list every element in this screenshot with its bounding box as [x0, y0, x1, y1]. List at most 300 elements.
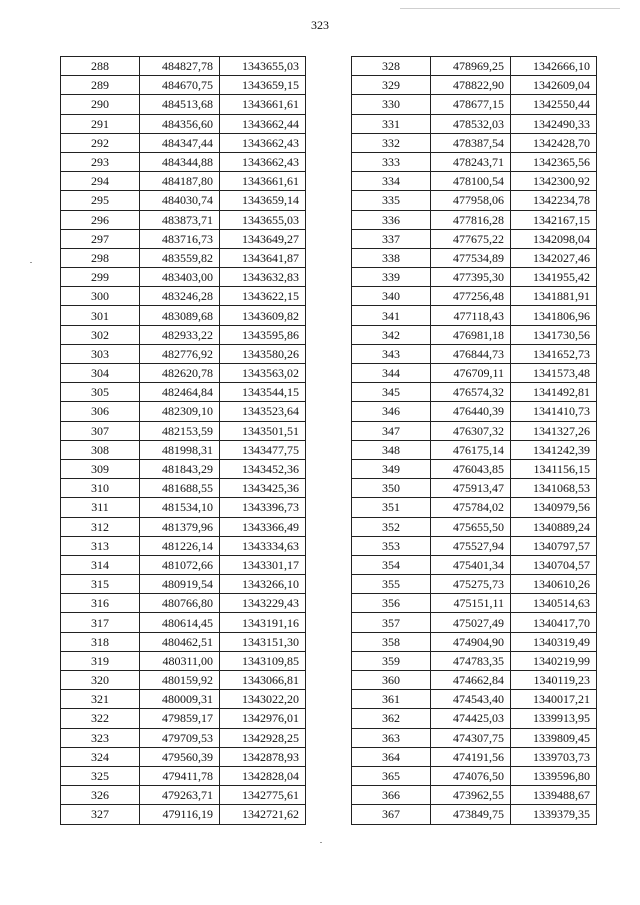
y-coordinate: 1340889,24	[511, 517, 597, 536]
y-coordinate: 1343477,75	[220, 440, 306, 459]
table-row	[61, 440, 306, 459]
x-coordinate: 479116,19	[140, 805, 220, 824]
table-row	[352, 306, 597, 325]
table-row	[352, 517, 597, 536]
x-coordinate: 482620,78	[140, 364, 220, 383]
table-row	[61, 805, 306, 824]
y-coordinate: 1343109,85	[220, 651, 306, 670]
y-coordinate: 1339809,45	[511, 728, 597, 747]
y-coordinate: 1342666,10	[511, 57, 597, 76]
table-row	[61, 152, 306, 171]
point-number: 291	[61, 114, 140, 133]
coordinates-table-right	[351, 56, 597, 825]
table-row	[352, 536, 597, 555]
x-coordinate: 483089,68	[140, 306, 220, 325]
x-coordinate: 484347,44	[140, 133, 220, 152]
x-coordinate: 481843,29	[140, 459, 220, 478]
table-row	[352, 344, 597, 363]
point-number: 367	[352, 805, 431, 824]
y-coordinate: 1343641,87	[220, 248, 306, 267]
table-row	[61, 95, 306, 114]
x-coordinate: 479859,17	[140, 709, 220, 728]
x-coordinate: 476844,73	[431, 344, 511, 363]
x-coordinate: 473962,55	[431, 786, 511, 805]
table-row	[61, 575, 306, 594]
y-coordinate: 1340797,57	[511, 536, 597, 555]
x-coordinate: 476043,85	[431, 459, 511, 478]
table-row	[352, 459, 597, 478]
y-coordinate: 1341492,81	[511, 383, 597, 402]
y-coordinate: 1342428,70	[511, 133, 597, 152]
point-number: 333	[352, 152, 431, 171]
x-coordinate: 477958,06	[431, 191, 511, 210]
table-row	[61, 421, 306, 440]
point-number: 346	[352, 402, 431, 421]
point-number: 317	[61, 613, 140, 632]
x-coordinate: 484187,80	[140, 172, 220, 191]
table-row	[61, 344, 306, 363]
y-coordinate: 1343595,86	[220, 325, 306, 344]
table-row	[61, 229, 306, 248]
x-coordinate: 482776,92	[140, 344, 220, 363]
table-row	[61, 306, 306, 325]
point-number: 327	[61, 805, 140, 824]
page-number: 323	[311, 18, 329, 32]
point-number: 345	[352, 383, 431, 402]
y-coordinate: 1343266,10	[220, 575, 306, 594]
x-coordinate: 474307,75	[431, 728, 511, 747]
table-row	[352, 651, 597, 670]
x-coordinate: 473849,75	[431, 805, 511, 824]
table-row	[61, 766, 306, 785]
x-coordinate: 478243,71	[431, 152, 511, 171]
y-coordinate: 1343632,83	[220, 268, 306, 287]
y-coordinate: 1340417,70	[511, 613, 597, 632]
y-coordinate: 1343649,27	[220, 229, 306, 248]
table-row	[352, 440, 597, 459]
table-row	[352, 325, 597, 344]
y-coordinate: 1341806,96	[511, 306, 597, 325]
table-row	[352, 421, 597, 440]
x-coordinate: 479263,71	[140, 786, 220, 805]
y-coordinate: 1342775,61	[220, 786, 306, 805]
point-number: 314	[61, 555, 140, 574]
point-number: 347	[352, 421, 431, 440]
x-coordinate: 476981,18	[431, 325, 511, 344]
point-number: 353	[352, 536, 431, 555]
point-number: 341	[352, 306, 431, 325]
table-row	[352, 479, 597, 498]
point-number: 325	[61, 766, 140, 785]
x-coordinate: 480159,92	[140, 671, 220, 690]
x-coordinate: 483873,71	[140, 210, 220, 229]
point-number: 299	[61, 268, 140, 287]
point-number: 359	[352, 651, 431, 670]
point-number: 349	[352, 459, 431, 478]
top-rule	[400, 8, 620, 9]
y-coordinate: 1341156,15	[511, 459, 597, 478]
x-coordinate: 477675,22	[431, 229, 511, 248]
x-coordinate: 484827,78	[140, 57, 220, 76]
table-row	[61, 479, 306, 498]
y-coordinate: 1343501,51	[220, 421, 306, 440]
table-row	[352, 114, 597, 133]
point-number: 352	[352, 517, 431, 536]
table-row	[61, 632, 306, 651]
table-row	[352, 248, 597, 267]
y-coordinate: 1340219,99	[511, 651, 597, 670]
point-number: 316	[61, 594, 140, 613]
point-number: 301	[61, 306, 140, 325]
table-row	[352, 152, 597, 171]
table-row	[61, 325, 306, 344]
point-number: 320	[61, 671, 140, 690]
point-number: 322	[61, 709, 140, 728]
point-number: 319	[61, 651, 140, 670]
table-row	[352, 287, 597, 306]
y-coordinate: 1342167,15	[511, 210, 597, 229]
y-coordinate: 1343580,26	[220, 344, 306, 363]
x-coordinate: 478532,03	[431, 114, 511, 133]
y-coordinate: 1340979,56	[511, 498, 597, 517]
x-coordinate: 477118,43	[431, 306, 511, 325]
x-coordinate: 477534,89	[431, 248, 511, 267]
table-row	[352, 613, 597, 632]
y-coordinate: 1341410,73	[511, 402, 597, 421]
y-coordinate: 1339596,80	[511, 766, 597, 785]
x-coordinate: 484030,74	[140, 191, 220, 210]
table-row	[61, 671, 306, 690]
table-row	[61, 517, 306, 536]
x-coordinate: 476175,14	[431, 440, 511, 459]
y-coordinate: 1339488,67	[511, 786, 597, 805]
x-coordinate: 482464,84	[140, 383, 220, 402]
y-coordinate: 1343609,82	[220, 306, 306, 325]
point-number: 335	[352, 191, 431, 210]
y-coordinate: 1342878,93	[220, 747, 306, 766]
y-coordinate: 1342609,04	[511, 76, 597, 95]
x-coordinate: 484344,88	[140, 152, 220, 171]
point-number: 288	[61, 57, 140, 76]
table-row	[61, 594, 306, 613]
y-coordinate: 1341730,56	[511, 325, 597, 344]
x-coordinate: 480311,00	[140, 651, 220, 670]
y-coordinate: 1343229,43	[220, 594, 306, 613]
point-number: 290	[61, 95, 140, 114]
point-number: 339	[352, 268, 431, 287]
table-row	[352, 498, 597, 517]
y-coordinate: 1342721,62	[220, 805, 306, 824]
x-coordinate: 478100,54	[431, 172, 511, 191]
y-coordinate: 1342365,56	[511, 152, 597, 171]
point-number: 348	[352, 440, 431, 459]
y-coordinate: 1343659,15	[220, 76, 306, 95]
table-row	[61, 57, 306, 76]
x-coordinate: 482309,10	[140, 402, 220, 421]
point-number: 356	[352, 594, 431, 613]
x-coordinate: 475151,11	[431, 594, 511, 613]
x-coordinate: 480919,54	[140, 575, 220, 594]
y-coordinate: 1343662,43	[220, 152, 306, 171]
point-number: 354	[352, 555, 431, 574]
y-coordinate: 1341652,73	[511, 344, 597, 363]
x-coordinate: 476307,32	[431, 421, 511, 440]
point-number: 337	[352, 229, 431, 248]
y-coordinate: 1343662,44	[220, 114, 306, 133]
y-coordinate: 1340319,49	[511, 632, 597, 651]
point-number: 355	[352, 575, 431, 594]
y-coordinate: 1342234,78	[511, 191, 597, 210]
y-coordinate: 1343659,14	[220, 191, 306, 210]
x-coordinate: 484356,60	[140, 114, 220, 133]
table-row	[352, 786, 597, 805]
table-row	[352, 57, 597, 76]
point-number: 357	[352, 613, 431, 632]
x-coordinate: 474904,90	[431, 632, 511, 651]
x-coordinate: 476709,11	[431, 364, 511, 383]
table-row	[352, 555, 597, 574]
y-coordinate: 1343661,61	[220, 172, 306, 191]
point-number: 294	[61, 172, 140, 191]
point-number: 303	[61, 344, 140, 363]
y-coordinate: 1343151,30	[220, 632, 306, 651]
table-row	[352, 766, 597, 785]
point-number: 310	[61, 479, 140, 498]
y-coordinate: 1339703,73	[511, 747, 597, 766]
y-coordinate: 1341242,39	[511, 440, 597, 459]
table-row	[61, 690, 306, 709]
x-coordinate: 475027,49	[431, 613, 511, 632]
point-number: 334	[352, 172, 431, 191]
point-number: 298	[61, 248, 140, 267]
table-row	[61, 728, 306, 747]
table-row	[61, 555, 306, 574]
table-row	[352, 191, 597, 210]
table-row	[61, 172, 306, 191]
x-coordinate: 475527,94	[431, 536, 511, 555]
y-coordinate: 1342490,33	[511, 114, 597, 133]
x-coordinate: 480009,31	[140, 690, 220, 709]
point-number: 311	[61, 498, 140, 517]
point-number: 312	[61, 517, 140, 536]
point-number: 300	[61, 287, 140, 306]
table-row	[61, 191, 306, 210]
y-coordinate: 1343396,73	[220, 498, 306, 517]
table-row	[352, 364, 597, 383]
x-coordinate: 483403,00	[140, 268, 220, 287]
point-number: 343	[352, 344, 431, 363]
table-row	[61, 613, 306, 632]
point-number: 344	[352, 364, 431, 383]
point-number: 304	[61, 364, 140, 383]
point-number: 297	[61, 229, 140, 248]
point-number: 315	[61, 575, 140, 594]
y-coordinate: 1341881,91	[511, 287, 597, 306]
table-row	[61, 747, 306, 766]
y-coordinate: 1343301,17	[220, 555, 306, 574]
table-row	[61, 786, 306, 805]
y-coordinate: 1343425,36	[220, 479, 306, 498]
x-coordinate: 479560,39	[140, 747, 220, 766]
y-coordinate: 1343661,61	[220, 95, 306, 114]
table-row	[352, 95, 597, 114]
y-coordinate: 1343622,15	[220, 287, 306, 306]
point-number: 293	[61, 152, 140, 171]
point-number: 318	[61, 632, 140, 651]
point-number: 360	[352, 671, 431, 690]
y-coordinate: 1342300,92	[511, 172, 597, 191]
table-row	[61, 651, 306, 670]
y-coordinate: 1343655,03	[220, 210, 306, 229]
y-coordinate: 1343523,64	[220, 402, 306, 421]
point-number: 364	[352, 747, 431, 766]
table-row	[352, 709, 597, 728]
point-number: 295	[61, 191, 140, 210]
point-number: 336	[352, 210, 431, 229]
table-row	[61, 536, 306, 555]
table-row	[61, 114, 306, 133]
x-coordinate: 477816,28	[431, 210, 511, 229]
x-coordinate: 476440,39	[431, 402, 511, 421]
point-number: 330	[352, 95, 431, 114]
table-row	[61, 248, 306, 267]
y-coordinate: 1343366,49	[220, 517, 306, 536]
point-number: 350	[352, 479, 431, 498]
coordinates-table-left	[60, 56, 306, 825]
x-coordinate: 474783,35	[431, 651, 511, 670]
y-coordinate: 1341068,53	[511, 479, 597, 498]
x-coordinate: 478387,54	[431, 133, 511, 152]
table-row	[352, 594, 597, 613]
y-coordinate: 1340610,26	[511, 575, 597, 594]
y-coordinate: 1343066,81	[220, 671, 306, 690]
point-number: 363	[352, 728, 431, 747]
y-coordinate: 1342828,04	[220, 766, 306, 785]
x-coordinate: 474076,50	[431, 766, 511, 785]
x-coordinate: 479709,53	[140, 728, 220, 747]
y-coordinate: 1342550,44	[511, 95, 597, 114]
y-coordinate: 1343022,20	[220, 690, 306, 709]
point-number: 302	[61, 325, 140, 344]
y-coordinate: 1341573,48	[511, 364, 597, 383]
table-row	[352, 747, 597, 766]
y-coordinate: 1340514,63	[511, 594, 597, 613]
point-number: 309	[61, 459, 140, 478]
point-number: 296	[61, 210, 140, 229]
y-coordinate: 1339913,95	[511, 709, 597, 728]
x-coordinate: 483716,73	[140, 229, 220, 248]
table-row	[352, 575, 597, 594]
x-coordinate: 483246,28	[140, 287, 220, 306]
x-coordinate: 479411,78	[140, 766, 220, 785]
point-number: 305	[61, 383, 140, 402]
y-coordinate: 1341327,26	[511, 421, 597, 440]
table-row	[61, 268, 306, 287]
x-coordinate: 480462,51	[140, 632, 220, 651]
table-row	[352, 805, 597, 824]
point-number: 292	[61, 133, 140, 152]
point-number: 306	[61, 402, 140, 421]
y-coordinate: 1343334,63	[220, 536, 306, 555]
x-coordinate: 478822,90	[431, 76, 511, 95]
x-coordinate: 481379,96	[140, 517, 220, 536]
point-number: 332	[352, 133, 431, 152]
x-coordinate: 475401,34	[431, 555, 511, 574]
point-number: 358	[352, 632, 431, 651]
point-number: 308	[61, 440, 140, 459]
point-number: 342	[352, 325, 431, 344]
x-coordinate: 475275,73	[431, 575, 511, 594]
table-row	[352, 268, 597, 287]
point-number: 340	[352, 287, 431, 306]
table-row	[61, 459, 306, 478]
table-row	[61, 709, 306, 728]
x-coordinate: 474662,84	[431, 671, 511, 690]
table-row	[61, 287, 306, 306]
y-coordinate: 1342098,04	[511, 229, 597, 248]
x-coordinate: 481226,14	[140, 536, 220, 555]
y-coordinate: 1343452,36	[220, 459, 306, 478]
x-coordinate: 474543,40	[431, 690, 511, 709]
point-number: 313	[61, 536, 140, 555]
point-number: 361	[352, 690, 431, 709]
table-row	[61, 364, 306, 383]
point-number: 351	[352, 498, 431, 517]
y-coordinate: 1342976,01	[220, 709, 306, 728]
x-coordinate: 478677,15	[431, 95, 511, 114]
y-coordinate: 1343544,15	[220, 383, 306, 402]
x-coordinate: 483559,82	[140, 248, 220, 267]
scan-speck	[320, 842, 322, 843]
x-coordinate: 475913,47	[431, 479, 511, 498]
point-number: 323	[61, 728, 140, 747]
y-coordinate: 1340017,21	[511, 690, 597, 709]
table-row	[61, 76, 306, 95]
point-number: 338	[352, 248, 431, 267]
table-row	[352, 728, 597, 747]
point-number: 328	[352, 57, 431, 76]
x-coordinate: 481998,31	[140, 440, 220, 459]
x-coordinate: 474191,56	[431, 747, 511, 766]
x-coordinate: 481688,55	[140, 479, 220, 498]
x-coordinate: 480766,80	[140, 594, 220, 613]
x-coordinate: 481072,66	[140, 555, 220, 574]
y-coordinate: 1341955,42	[511, 268, 597, 287]
point-number: 366	[352, 786, 431, 805]
table-row	[352, 76, 597, 95]
y-coordinate: 1343191,16	[220, 613, 306, 632]
table-row	[352, 671, 597, 690]
x-coordinate: 484670,75	[140, 76, 220, 95]
x-coordinate: 484513,68	[140, 95, 220, 114]
x-coordinate: 475655,50	[431, 517, 511, 536]
y-coordinate: 1340119,23	[511, 671, 597, 690]
point-number: 329	[352, 76, 431, 95]
table-row	[352, 133, 597, 152]
x-coordinate: 476574,32	[431, 383, 511, 402]
point-number: 324	[61, 747, 140, 766]
x-coordinate: 482153,59	[140, 421, 220, 440]
y-coordinate: 1342928,25	[220, 728, 306, 747]
point-number: 289	[61, 76, 140, 95]
y-coordinate: 1339379,35	[511, 805, 597, 824]
point-number: 326	[61, 786, 140, 805]
y-coordinate: 1342027,46	[511, 248, 597, 267]
x-coordinate: 482933,22	[140, 325, 220, 344]
x-coordinate: 475784,02	[431, 498, 511, 517]
y-coordinate: 1343662,43	[220, 133, 306, 152]
point-number: 365	[352, 766, 431, 785]
